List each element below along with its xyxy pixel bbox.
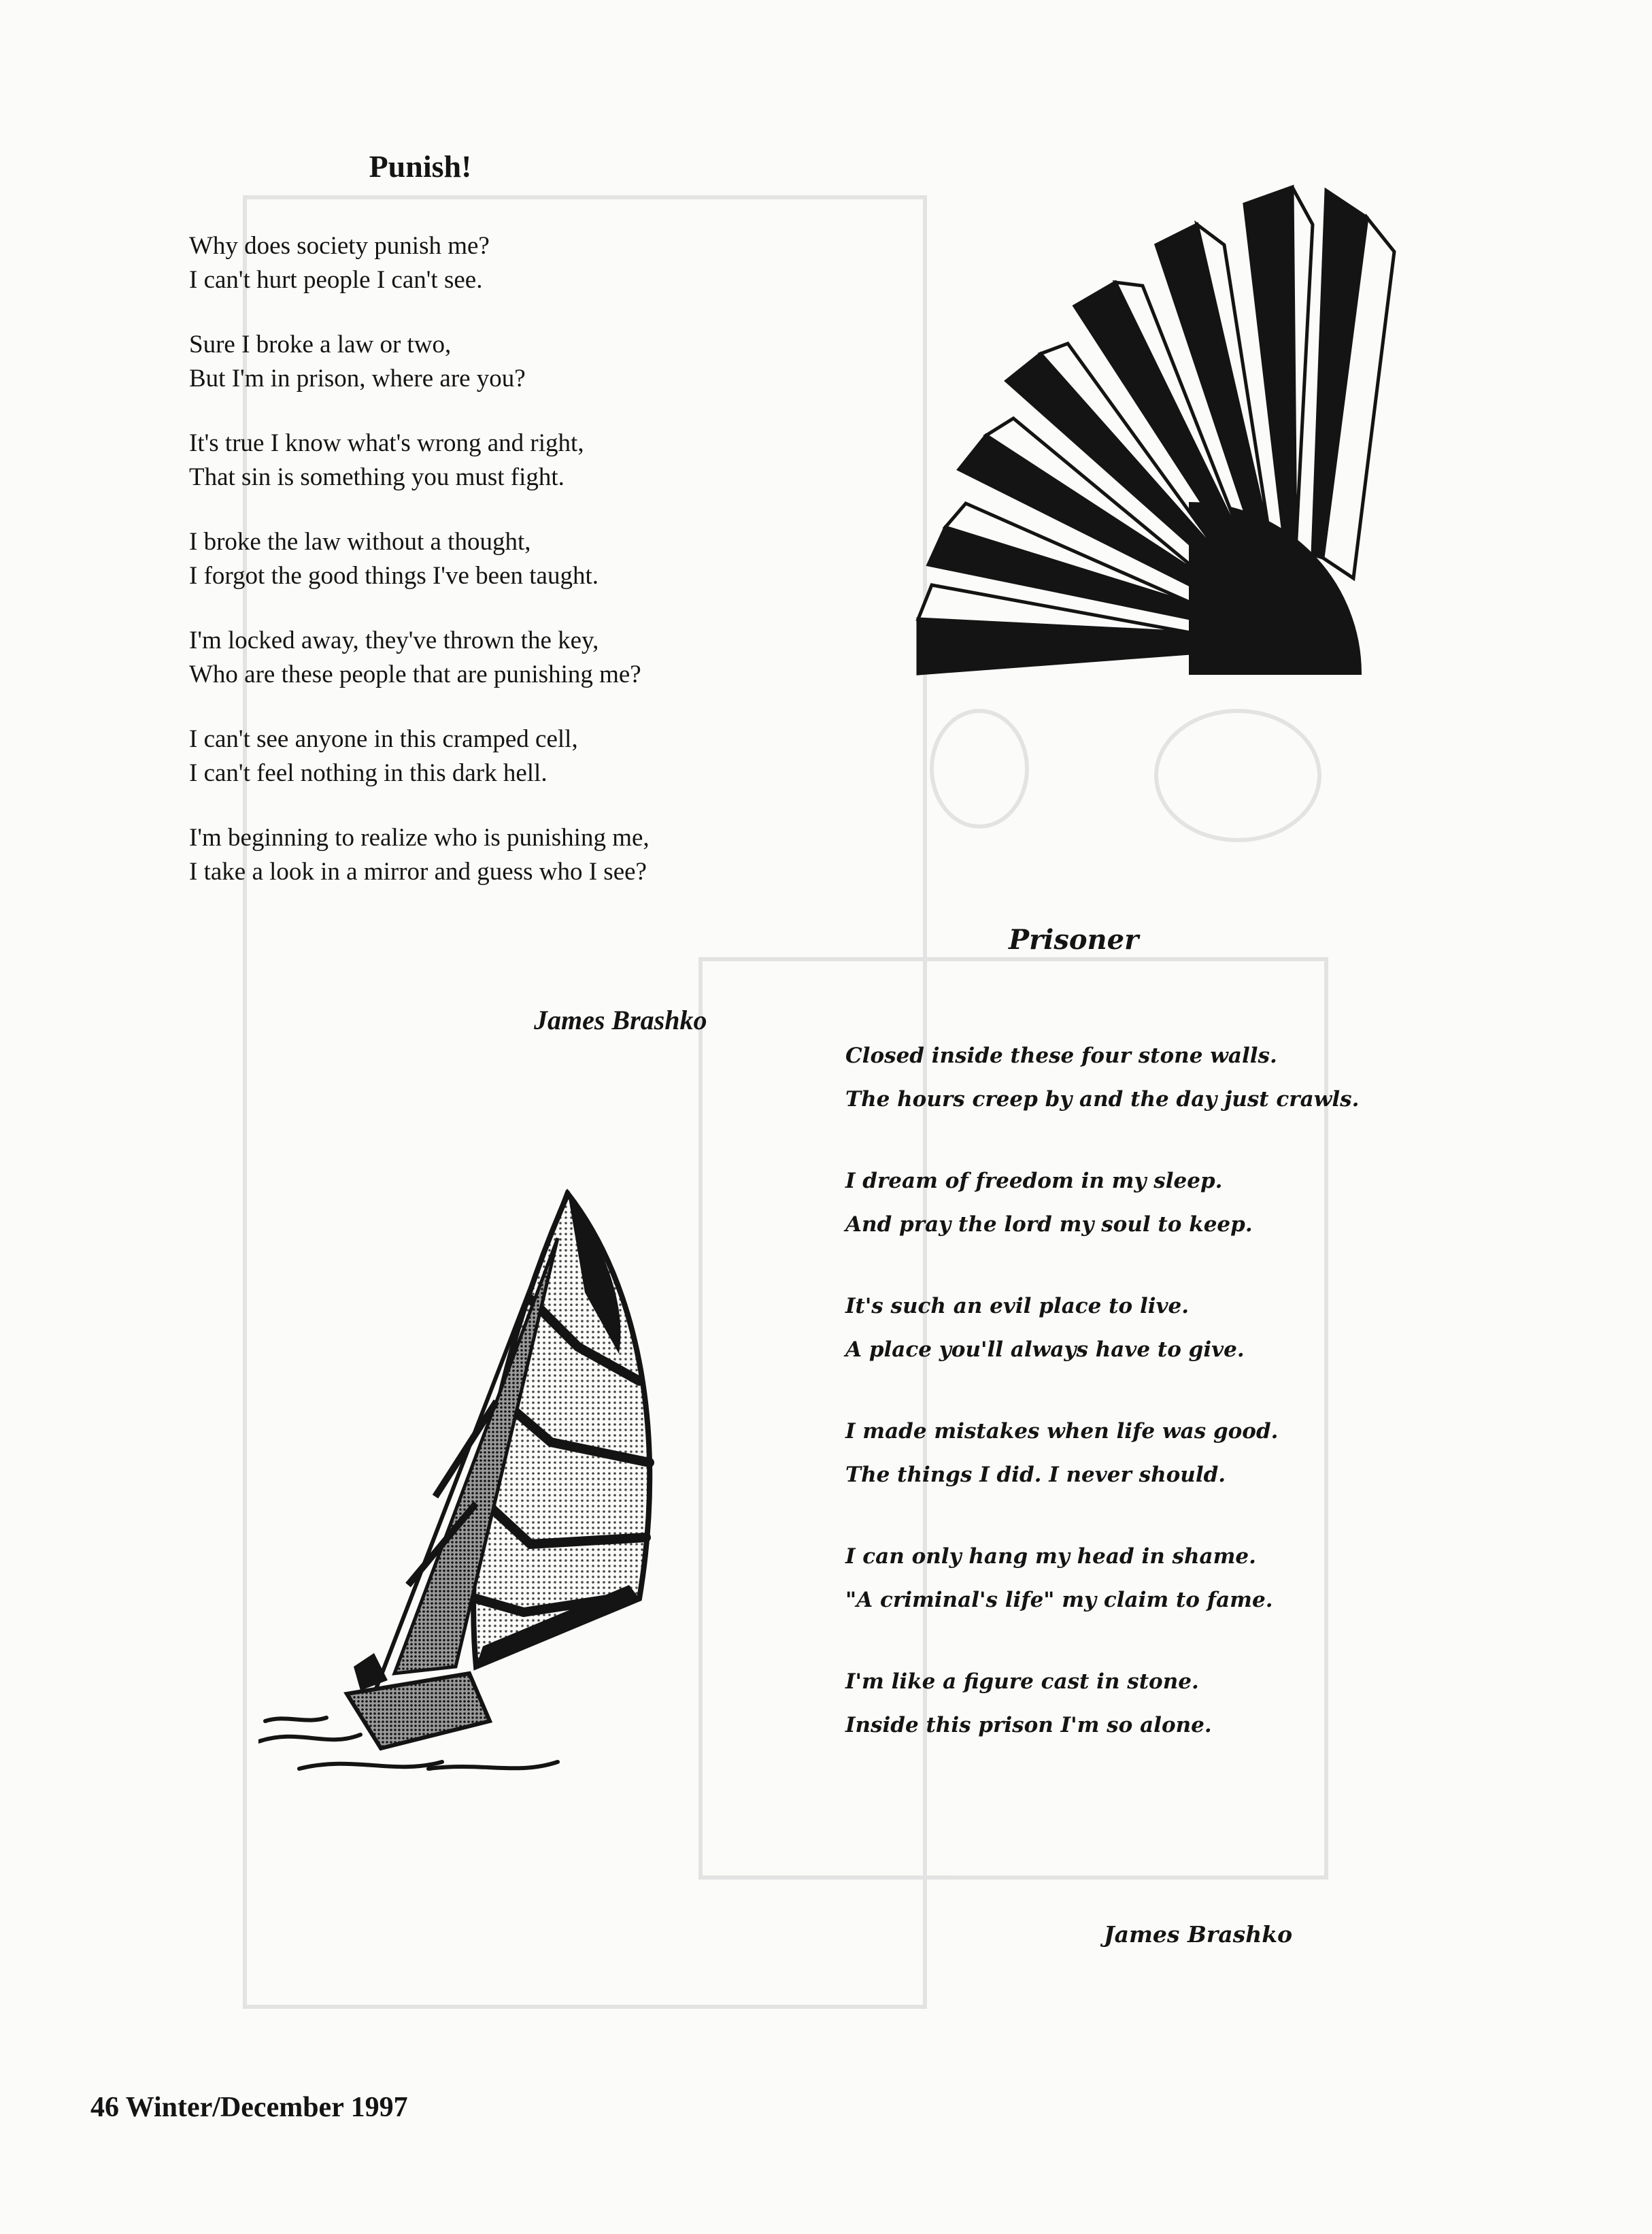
stanza: [845, 1660, 1525, 1747]
poem-line: I can't see anyone in this cramped cell,: [189, 725, 578, 753]
poem-line: The hours creep by and the day just crawls.: [845, 1087, 1360, 1112]
poem-line: I'm locked away, they've thrown the key,: [189, 627, 599, 654]
sailboat-icon: [258, 1177, 667, 1789]
poem-line: I dream of freedom in my sleep.: [845, 1169, 1223, 1193]
poem-line: I can't hurt people I can't see.: [189, 266, 483, 294]
poem-body: [189, 229, 801, 920]
poem-line: But I'm in prison, where are you?: [189, 365, 526, 393]
issue-date: Winter/December 1997: [125, 2092, 408, 2123]
poem-line: Sure I broke a law or two,: [189, 331, 452, 359]
stanza: [189, 525, 801, 593]
page-number: 46: [90, 2092, 119, 2123]
poem-line: I made mistakes when life was good.: [845, 1419, 1279, 1444]
poem-line: And pray the lord my soul to keep.: [845, 1212, 1253, 1237]
poem-line: Why does society punish me?: [189, 232, 490, 260]
poem-line: I can only hang my head in shame.: [845, 1544, 1256, 1569]
poem-line: Inside this prison I'm so alone.: [845, 1713, 1212, 1737]
poem-line: I can't feel nothing in this dark hell.: [189, 759, 547, 787]
poem-line: I broke the law without a thought,: [189, 528, 531, 556]
poem-author: James Brashko: [534, 1005, 707, 1035]
poem-author: James Brashko: [1104, 1921, 1293, 1948]
stanza: [189, 821, 801, 889]
poem-line: It's true I know what's wrong and right,: [189, 429, 584, 457]
stanza: [189, 624, 801, 692]
stanza: [845, 1034, 1525, 1121]
stanza: [845, 1535, 1525, 1622]
stanza: [845, 1410, 1525, 1497]
stanza: [189, 328, 801, 396]
stanza: [189, 427, 801, 495]
rising-sun-fan-icon: [877, 184, 1415, 687]
poem-line: "A criminal's life" my claim to fame.: [845, 1588, 1273, 1612]
poem-title: Prisoner: [1009, 924, 1139, 956]
poem-line: I'm like a figure cast in stone.: [845, 1669, 1199, 1694]
poem-title: Punish!: [369, 149, 472, 184]
stanza: [189, 722, 801, 790]
poem-line: I'm beginning to realize who is punishing me,: [189, 824, 650, 852]
poem-line: It's such an evil place to live.: [845, 1294, 1190, 1318]
poem-line: The things I did. I never should.: [845, 1463, 1226, 1487]
poem-line: A place you'll always have to give.: [845, 1337, 1245, 1362]
stanza: [845, 1159, 1525, 1246]
poem-line: Closed inside these four stone walls.: [845, 1044, 1277, 1068]
poem-line: That sin is something you must fight.: [189, 463, 564, 491]
poem-body: [845, 1034, 1525, 1785]
poem-line: Who are these people that are punishing me?: [189, 661, 641, 688]
poem-line: I forgot the good things I've been taught.: [189, 562, 599, 590]
page-footer: [90, 2091, 408, 2124]
stanza: [189, 229, 801, 297]
stanza: [845, 1284, 1525, 1371]
poem-line: I take a look in a mirror and guess who I see?: [189, 858, 647, 886]
